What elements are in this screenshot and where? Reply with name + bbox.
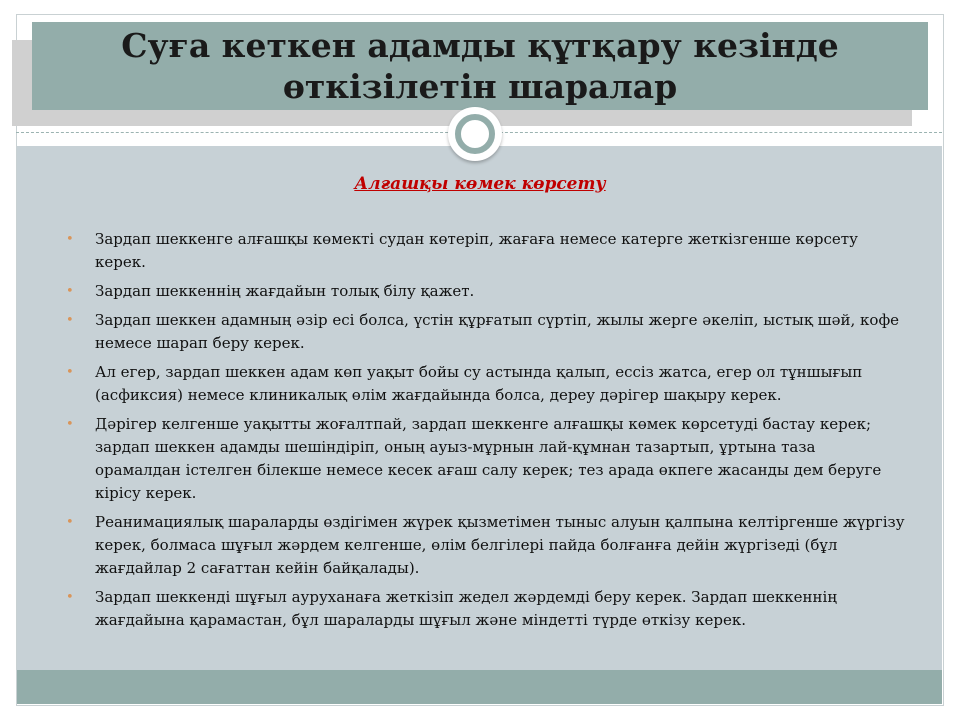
bullet-icon: • <box>66 284 74 299</box>
bullet-text: Зардап шеккенге алғашқы көмекті судан көтеріп, жағаға немесе катерге жеткізгенше көрсету керек. <box>95 230 858 271</box>
bullet-text: Зардап шеккеннің жағдайын толық білу қажет. <box>95 282 475 300</box>
slide-subtitle: Алғашқы көмек көрсету <box>354 174 606 194</box>
bullet-item <box>66 280 906 303</box>
bullet-item <box>66 309 906 355</box>
decorative-ring-icon <box>448 107 502 161</box>
bullet-icon: • <box>66 313 74 328</box>
bullet-item <box>66 511 906 580</box>
slide-title: Суға кеткен адамды құтқару кезінде өткізілетін шаралар <box>121 26 839 106</box>
bullet-text: Реанимациялық шараларды өздігімен жүрек қызметімен тыныс алуын қалпына келтіргенше жүргізу керек, болмаса шұғыл жәрдем келгенше, өлім белгілері пайда болғанға дейін жүргізеді (бұл жағдайлар 2 сағаттан кейін байқалады). <box>95 513 905 577</box>
bullet-text: Дәрігер келгенше уақытты жоғалтпай, зардап шеккенге алғашқы көмек көрсетуді бастау керек; зардап шеккен адамды шешіндіріп, оның ауыз-мұрнын лай-құмнан тазартып, ұртына таза орамалдан істелген білекше немесе кесек ағаш салу керек; тез арада өкпеге жасанды дем беруге кірісу керек. <box>95 415 882 502</box>
bullet-icon: • <box>66 232 74 247</box>
bullet-icon: • <box>66 365 74 380</box>
footer-band <box>17 670 942 704</box>
bullet-text: Зардап шеккенді шұғыл ауруханаға жеткізіп жедел жәрдемді беру керек. Зардап шеккеннің жағдайына қарамастан, бұл шараларды шұғыл және міндетті түрде өткізу керек. <box>95 588 837 629</box>
bullet-list <box>66 228 906 638</box>
bullet-item <box>66 413 906 505</box>
bullet-icon: • <box>66 590 74 605</box>
title-box <box>32 22 928 110</box>
bullet-item <box>66 586 906 632</box>
bullet-item <box>66 361 906 407</box>
bullet-icon: • <box>66 515 74 530</box>
bullet-text: Ал егер, зардап шеккен адам көп уақыт бойы су астында қалып, ессіз жатса, егер ол тұншығып (асфиксия) немесе клиникалық өлім жағдайында болса, дереу дәрігер шақыру керек. <box>95 363 863 404</box>
ring-inner <box>455 114 495 154</box>
bullet-icon: • <box>66 417 74 432</box>
bullet-item <box>66 228 906 274</box>
bullet-text: Зардап шеккен адамның әзір есі болса, үстін құрғатып сүртіп, жылы жерге әкеліп, ыстық шәй, кофе немесе шарап беру керек. <box>95 311 900 352</box>
